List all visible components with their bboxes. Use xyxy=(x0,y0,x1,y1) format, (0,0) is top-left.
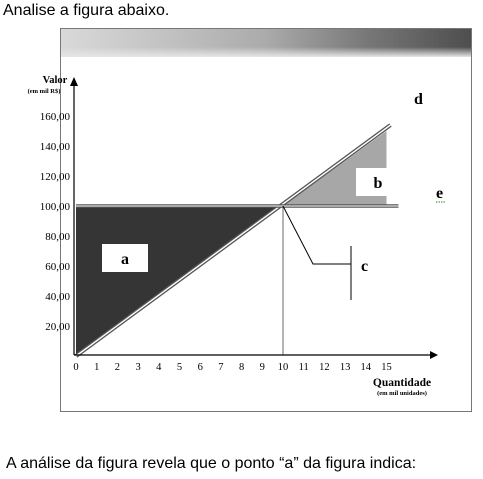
x-tick-label: 2 xyxy=(114,362,121,373)
x-tick-label: 4 xyxy=(156,362,162,373)
x-tick-label: 0 xyxy=(73,362,79,373)
y-tick-label: 60,00 xyxy=(45,261,70,273)
y-tick-label: 140,00 xyxy=(39,141,70,153)
y-axis-arrow xyxy=(70,77,78,86)
x-tick-label: 1 xyxy=(94,362,100,373)
x-tick-label: 11 xyxy=(298,362,309,373)
y-axis-unit: (em mil R$) xyxy=(27,88,61,95)
x-tick-label: 6 xyxy=(197,362,203,373)
y-tick-label: 160,00 xyxy=(39,111,70,123)
x-tick-label: 5 xyxy=(176,362,183,373)
x-tick-label: 14 xyxy=(360,362,372,373)
x-tick-label: 12 xyxy=(319,362,330,373)
x-axis-unit: (em mil unidades) xyxy=(377,390,427,397)
y-tick-label: 100,00 xyxy=(39,201,70,213)
x-tick-label: 3 xyxy=(135,362,141,373)
line-e-label: e xyxy=(436,185,444,202)
y-tick-label: 40,00 xyxy=(45,291,70,303)
pointer-c-line xyxy=(283,206,351,264)
region-b-label: b xyxy=(373,175,383,192)
y-tick-label: 120,00 xyxy=(39,171,70,183)
x-tick-label: 13 xyxy=(339,362,351,373)
pointer-c-label: c xyxy=(361,258,369,275)
x-tick-label: 7 xyxy=(218,362,224,373)
question-prompt: A análise da figura revela que o ponto “a” da figura indica: xyxy=(6,455,417,472)
x-tick-label: 9 xyxy=(259,362,265,373)
y-tick-label: 80,00 xyxy=(45,231,70,243)
x-tick-label: 15 xyxy=(381,362,392,373)
region-a-label: a xyxy=(121,251,129,268)
x-axis-arrow xyxy=(430,351,438,359)
y-axis-label: Valor xyxy=(42,75,68,86)
x-tick-label: 8 xyxy=(238,362,245,373)
x-axis-label: Quantidade xyxy=(372,377,432,389)
x-tick-label: 10 xyxy=(277,362,289,373)
y-tick-label: 20,00 xyxy=(45,321,70,333)
question-intro: Analise a figura abaixo. xyxy=(3,2,170,19)
line-d-label: d xyxy=(414,91,423,108)
